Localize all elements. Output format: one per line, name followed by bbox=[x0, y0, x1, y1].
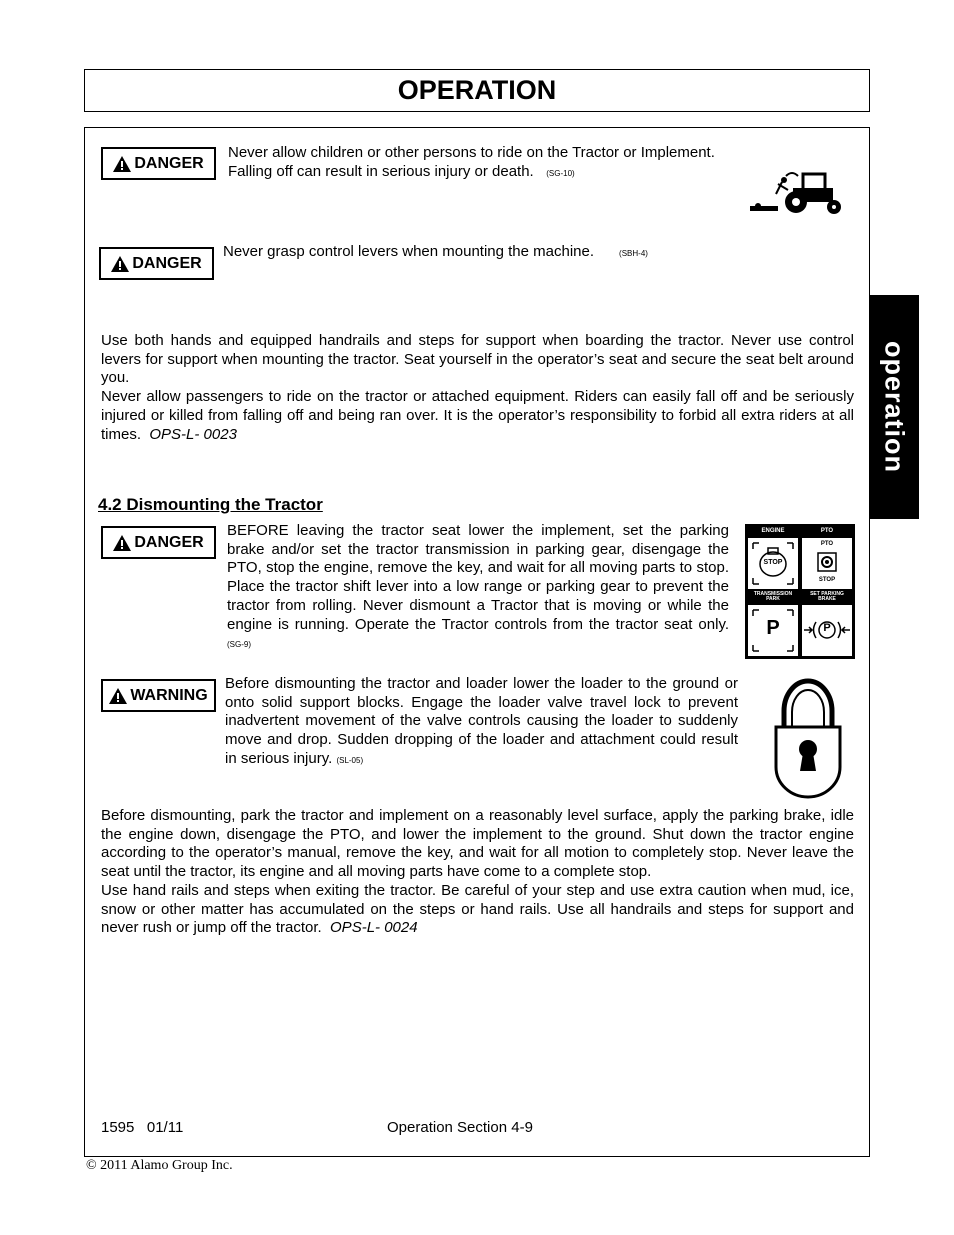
warning-triangle-icon bbox=[111, 256, 129, 272]
control-panel-graphic: ENGINE PTO STOP PTO STOP TRANSMISSION PARK SET PARKING BRAKE P P bbox=[745, 524, 855, 659]
padlock-icon bbox=[772, 675, 844, 804]
warning-triangle-icon bbox=[109, 688, 127, 704]
pto-stop-panel: PTO STOP bbox=[801, 537, 853, 590]
engine-stop-panel: STOP bbox=[747, 537, 799, 590]
danger-text-sbh4: Never grasp control levers when mounting the machine. (SBH-4) bbox=[223, 243, 648, 260]
footer-section: Operation Section 4-9 bbox=[387, 1119, 533, 1136]
danger-label: DANGER bbox=[101, 526, 216, 559]
transmission-park-panel: P bbox=[747, 604, 799, 657]
tractor-rider-icon bbox=[748, 168, 848, 223]
danger-text-sg9: BEFORE leaving the tractor seat lower the implement, set the parking brake and/or set the tractor transmission in parking gear, disengage the PTO, stop the engine, remove the key, and wait for all moving parts to stop. Place the tractor shift lever into a low range or parking gear to prevent the tractor from rolling. Never dismount a Tractor that is moving or while the engine is running. Operate the Tractor controls from the tractor seat only. (SG-9) bbox=[227, 522, 729, 650]
warning-text-sl05: Before dismounting the tractor and loader lower the loader to the ground or onto solid support blocks. Engage the loader valve travel lock to prevent inadvertent movement of the valve controls causing the loader to suddenly move and drop. Sudden dropping of the loader and attachment could result in serious injury. (SL-05) bbox=[225, 675, 738, 767]
side-tab-label: operation bbox=[879, 340, 910, 474]
section-heading: 4.2 Dismounting the Tractor bbox=[98, 495, 323, 514]
danger-label: DANGER bbox=[101, 147, 216, 180]
side-tab bbox=[869, 295, 919, 519]
page-title: OPERATION bbox=[397, 75, 557, 105]
header-box bbox=[84, 69, 870, 112]
warning-triangle-icon bbox=[113, 535, 131, 551]
paragraph-dismounting: Before dismounting, park the tractor and implement on a reasonably level surface, apply the parking brake, idle the engine down, disengage the PTO, and lower the implement to the ground. Shut down the tractor engine according to the operator’s manual, remove the key, and wait for all motion to completely stop. Never leave the seat until the tractor, its engine and all moving parts have come to a complete stop. Use hand rails and steps when exiting the tractor. Be careful of your step and use extra caution when mud, ice, snow or other matter has accumulated on the steps or hand rails. Use all handrails and steps for support and never rush or jump off the tractor. OPS-L- 0024 bbox=[101, 807, 854, 937]
warning-triangle-icon bbox=[113, 156, 131, 172]
parking-brake-panel: P bbox=[801, 604, 853, 657]
copyright: © 2011 Alamo Group Inc. bbox=[86, 1158, 233, 1173]
danger-label: DANGER bbox=[99, 247, 214, 280]
warning-label: WARNING bbox=[101, 679, 216, 712]
danger-text-sg10: Never allow children or other persons to ride on the Tractor or Implement. Falling off can result in serious injury or death. (SG-10) bbox=[228, 144, 715, 180]
paragraph-mounting: Use both hands and equipped handrails and steps for support when boarding the tractor. Never use control levers for support when mounting the tractor. Seat yourself in the operator’s seat and secure the seat belt around you. Never allow passengers to ride on the tractor or attached equipment. Riders can easily fall off and be seriously injured or killed from falling off and being ran over. It is the operator’s responsibility to forbid all extra riders at all times. OPS-L- 0023 bbox=[101, 332, 854, 443]
footer-doc-number: 1595 01/11 bbox=[101, 1119, 184, 1136]
